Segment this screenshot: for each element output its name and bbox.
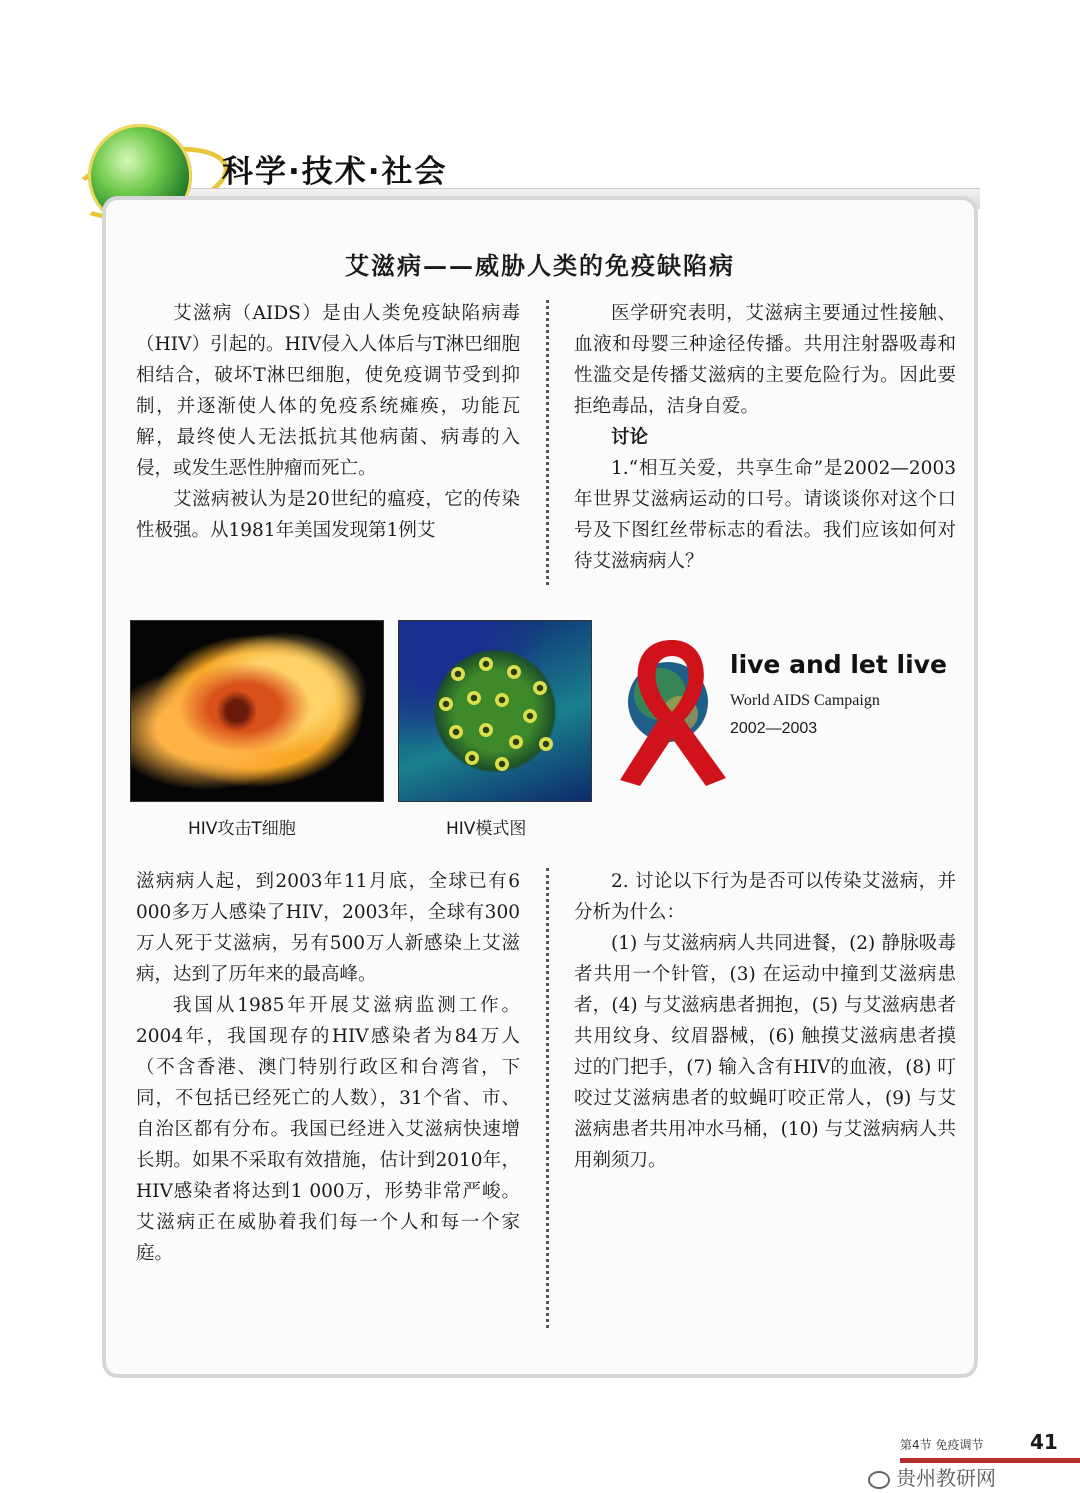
campaign-name: World AIDS Campaign	[730, 692, 880, 709]
paragraph: 我国从1985年开展艾滋病监测工作。2004年，我国现存的HIV感染者为84万人（不含香港、澳门特别行政区和台湾省，下同，不包括已经死亡的人数），31个省、市、自治区都有分布。我国已经进入艾滋病快速增长期。如果不采取有效措施，估计到2010年，HIV感染者将达到1 000万，形势非常严峻。艾滋病正在威胁着我们每一个人和每一个家庭。	[136, 995, 520, 1264]
right-column-bottom	[574, 866, 956, 1176]
left-column-bottom	[136, 866, 520, 1269]
paragraph: 滋病病人起，到2003年11月底，全球已有6 000多万人感染了HIV，2003年，全球有300万人死于艾滋病，另有500万人新感染上艾滋病，达到了历年来的最高峰。	[136, 871, 520, 985]
left-column-top	[136, 298, 520, 546]
hiv-knob	[479, 657, 493, 671]
hiv-knob	[451, 667, 465, 681]
caption-tcell: HIV攻击T细胞	[188, 819, 296, 839]
wechat-icon	[868, 1471, 890, 1489]
hiv-knob	[495, 757, 509, 771]
paragraph: 医学研究表明，艾滋病主要通过性接触、血液和母婴三种途径传播。共用注射器吸毒和性滥交是传播艾滋病的主要危险行为。因此要拒绝毒品，洁身自爱。	[574, 303, 956, 417]
chapter-label: 第4节 免疫调节	[900, 1438, 984, 1452]
hiv-attack-tcell-photo	[130, 620, 384, 802]
watermark	[868, 1462, 996, 1491]
hiv-knob	[523, 709, 537, 723]
paragraph: 艾滋病（AIDS）是由人类免疫缺陷病毒（HIV）引起的。HIV侵入人体后与T淋巴细胞相结合，破坏T淋巴细胞，使免疫调节受到抑制，并逐渐使人体的免疫系统瘫痪，功能瓦解，最终使人无法抵抗其他病菌、病毒的入侵，或发生恶性肿瘤而死亡。	[136, 303, 520, 479]
hiv-knob	[507, 665, 521, 679]
hiv-knob	[479, 723, 493, 737]
caption-model: HIV模式图	[446, 819, 527, 839]
section-title: 科学·技术·社会	[222, 154, 448, 190]
red-ribbon-icon	[610, 620, 740, 790]
discussion-label: 讨论	[611, 427, 649, 448]
hiv-knob	[539, 737, 553, 751]
watermark-text: 贵州教研网	[896, 1466, 996, 1490]
hiv-knob	[467, 691, 481, 705]
hiv-knob	[465, 751, 479, 765]
question-2-items: (1) 与艾滋病病人共同进餐，(2) 静脉吸毒者共用一个针管，(3) 在运动中撞到艾滋病患者，(4) 与艾滋病患者拥抱，(5) 与艾滋病患者共用纹身、纹眉器械，(6) 触摸艾滋病患者摸过的门把手，(7) 输入含有HIV的血液，(8) 叮咬过艾滋病患者的蚊蝇叮咬正常人，(9) 与艾滋病患者共用冲水马桶，(10) 与艾滋病病人共用剃须刀。	[574, 933, 956, 1171]
hiv-knob	[495, 693, 509, 707]
hiv-knob	[439, 697, 453, 711]
column-divider	[546, 300, 549, 585]
paragraph: 艾滋病被认为是20世纪的瘟疫，它的传染性极强。从1981年美国发现第1例艾	[136, 489, 520, 541]
page-number: 41	[1030, 1430, 1058, 1454]
right-column-top	[574, 298, 956, 577]
hiv-model-photo	[398, 620, 592, 802]
hiv-knob	[533, 681, 547, 695]
article-title: 艾滋病——威胁人类的免疫缺陷病	[345, 251, 735, 280]
question-1: 1.“相互关爱，共享生命”是2002—2003年世界艾滋病运动的口号。请谈谈你对这个口号及下图红丝带标志的看法。我们应该如何对待艾滋病病人？	[574, 458, 956, 572]
campaign-years: 2002—2003	[730, 720, 818, 737]
question-2: 2. 讨论以下行为是否可以传染艾滋病，并分析为什么：	[574, 871, 956, 923]
column-divider	[546, 868, 549, 1328]
hiv-knob	[449, 725, 463, 739]
hiv-knob	[509, 735, 523, 749]
campaign-slogan: live and let live	[730, 650, 947, 679]
